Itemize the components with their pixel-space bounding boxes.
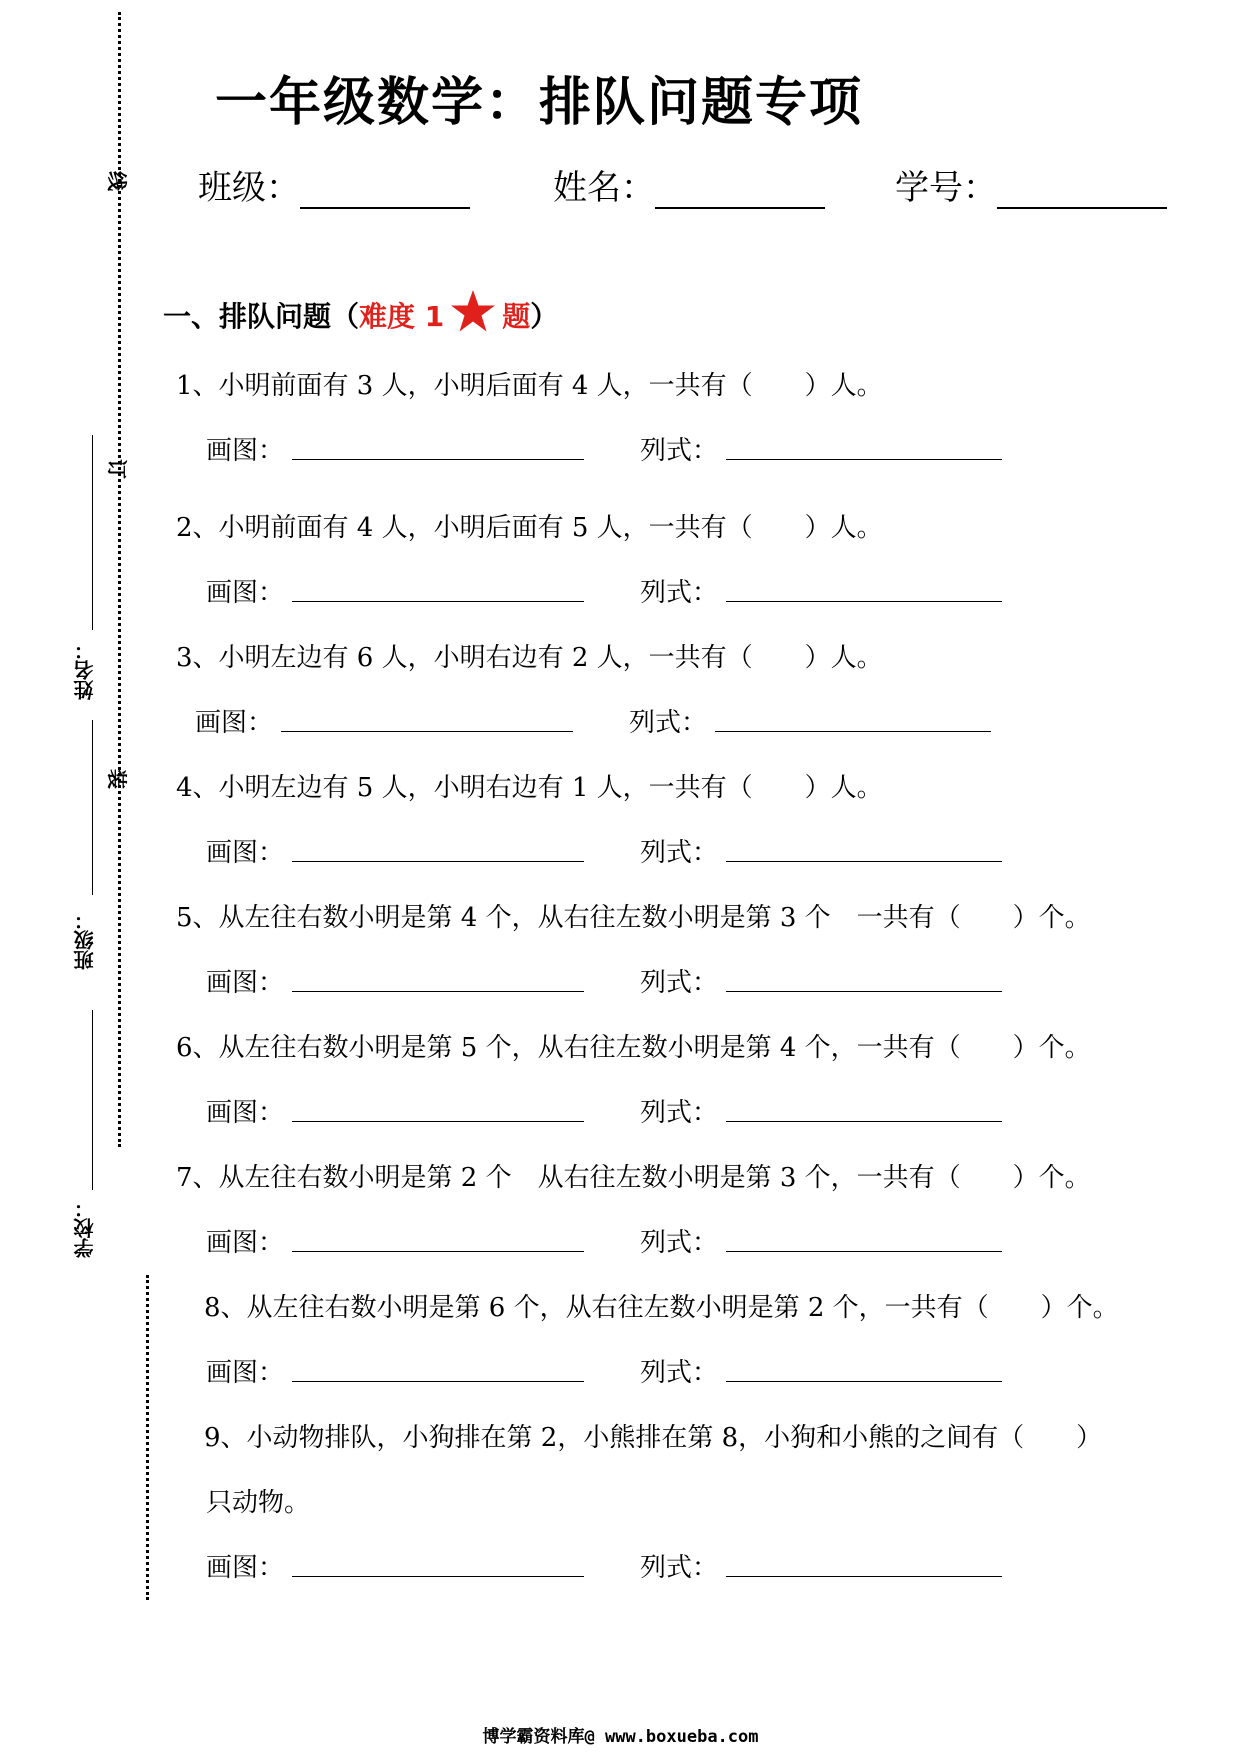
margin-line-1 bbox=[92, 435, 93, 630]
name-blank[interactable] bbox=[655, 177, 825, 209]
question-6: 6、从左往右数小明是第 5 个，从右往左数小明是第 4 个，一共有（ ）个。 bbox=[176, 1033, 1091, 1063]
question-1: 1、小明前面有 3 人，小明后面有 4 人，一共有（ ）人。 bbox=[176, 371, 883, 401]
formula-line-5[interactable] bbox=[726, 991, 1002, 992]
name-field bbox=[553, 160, 825, 209]
margin-name-label: 姓名： bbox=[73, 640, 97, 700]
draw-label-4: 画图： bbox=[206, 838, 285, 868]
draw-line-4[interactable] bbox=[292, 861, 584, 862]
margin-line-2 bbox=[92, 720, 93, 895]
question-2: 2、小明前面有 4 人，小明后面有 5 人，一共有（ ）人。 bbox=[176, 513, 883, 543]
bind-mark-top: 订 bbox=[107, 455, 128, 480]
draw-line-8[interactable] bbox=[292, 1381, 584, 1382]
formula-label-5: 列式： bbox=[640, 968, 719, 998]
draw-line-5[interactable] bbox=[292, 991, 584, 992]
formula-label-8: 列式： bbox=[640, 1358, 719, 1388]
formula-line-7[interactable] bbox=[726, 1251, 1002, 1252]
draw-label-2: 画图： bbox=[206, 578, 285, 608]
formula-line-1[interactable] bbox=[726, 459, 1002, 460]
draw-label-6: 画图： bbox=[206, 1098, 285, 1128]
number-blank[interactable] bbox=[997, 177, 1167, 209]
draw-label-3: 画图： bbox=[195, 708, 274, 738]
formula-line-2[interactable] bbox=[726, 601, 1002, 602]
formula-label-6: 列式： bbox=[640, 1098, 719, 1128]
class-label: 班级： bbox=[198, 168, 300, 208]
section-prefix: 一、排队问题（ bbox=[163, 300, 360, 333]
number-label: 学号： bbox=[895, 168, 997, 208]
question-8: 8、从左往右数小明是第 6 个，从右往左数小明是第 2 个，一共有（ ）个。 bbox=[204, 1293, 1119, 1323]
question-9: 9、小动物排队，小狗排在第 2，小熊排在第 8，小狗和小熊的之间有（ ） bbox=[204, 1423, 1103, 1453]
section-suffix-red: 题 bbox=[502, 300, 531, 333]
margin-line-3 bbox=[92, 1010, 93, 1190]
draw-line-9[interactable] bbox=[292, 1576, 584, 1577]
formula-line-9[interactable] bbox=[726, 1576, 1002, 1577]
margin-class-label: 班级： bbox=[73, 910, 97, 970]
formula-line-4[interactable] bbox=[726, 861, 1002, 862]
draw-line-2[interactable] bbox=[292, 601, 584, 602]
formula-line-8[interactable] bbox=[726, 1381, 1002, 1382]
formula-line-3[interactable] bbox=[715, 731, 991, 732]
class-field bbox=[198, 160, 470, 209]
question-4: 4、小明左边有 5 人，小明右边有 1 人，一共有（ ）人。 bbox=[176, 773, 883, 803]
bind-mark-mid: 装 bbox=[107, 765, 128, 790]
section-heading bbox=[163, 295, 558, 340]
binding-dotted-line-bottom bbox=[146, 1275, 149, 1600]
margin-school-label: 学校： bbox=[73, 1198, 97, 1258]
formula-label-2: 列式： bbox=[640, 578, 719, 608]
name-label: 姓名： bbox=[553, 168, 655, 208]
formula-label-1: 列式： bbox=[640, 436, 719, 466]
draw-label-8: 画图： bbox=[206, 1358, 285, 1388]
draw-line-1[interactable] bbox=[292, 459, 584, 460]
formula-label-9: 列式： bbox=[640, 1553, 719, 1583]
page-title: 一年级数学：排队问题专项 bbox=[215, 73, 864, 133]
draw-line-6[interactable] bbox=[292, 1121, 584, 1122]
section-suffix: ） bbox=[530, 300, 559, 333]
question-9-cont: 只动物。 bbox=[206, 1488, 311, 1518]
footer-source: 博学霸资料库@ www.boxueba.com bbox=[482, 1727, 759, 1747]
class-blank[interactable] bbox=[300, 177, 470, 209]
formula-label-3: 列式： bbox=[629, 708, 708, 738]
question-3: 3、小明左边有 6 人，小明右边有 2 人，一共有（ ）人。 bbox=[176, 643, 883, 673]
number-field bbox=[895, 160, 1167, 209]
formula-label-4: 列式： bbox=[640, 838, 719, 868]
draw-label-7: 画图： bbox=[206, 1228, 285, 1258]
question-5: 5、从左往右数小明是第 4 个，从右往左数小明是第 3 个 一共有（ ）个。 bbox=[176, 903, 1091, 933]
formula-line-6[interactable] bbox=[726, 1121, 1002, 1122]
draw-line-7[interactable] bbox=[292, 1251, 584, 1252]
formula-label-7: 列式： bbox=[640, 1228, 719, 1258]
draw-label-1: 画图： bbox=[206, 436, 285, 466]
section-difficulty: 难度 1 bbox=[359, 300, 445, 333]
cut-line-mark: 线 bbox=[107, 167, 128, 192]
draw-label-9: 画图： bbox=[206, 1553, 285, 1583]
draw-label-5: 画图： bbox=[206, 968, 285, 998]
question-7: 7、从左往右数小明是第 2 个 从右往左数小明是第 3 个，一共有（ ）个。 bbox=[176, 1163, 1091, 1193]
draw-line-3[interactable] bbox=[281, 731, 573, 732]
star-icon bbox=[450, 289, 496, 340]
